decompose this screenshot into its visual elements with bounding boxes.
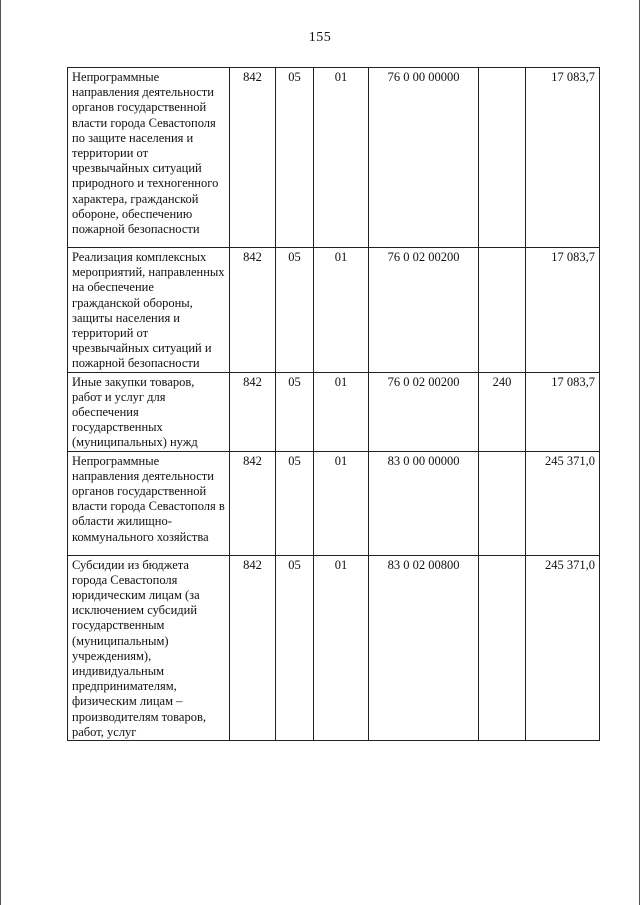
row-subsection-code: 01 xyxy=(314,372,369,451)
row-subsection-code: 01 xyxy=(314,248,369,373)
table-row xyxy=(68,68,600,248)
budget-table xyxy=(67,67,600,741)
table-row xyxy=(68,555,600,740)
row-target-article: 76 0 00 00000 xyxy=(369,68,479,248)
table-row xyxy=(68,372,600,451)
row-name: Субсидии из бюджета города Севастополя юридическим лицам (за исключением субсидий государственным (муниципальным) учреждениям), индивидуальным предпринимателям, физическим лицам – производителям товаров, работ, услуг xyxy=(68,555,230,740)
row-amount: 245 371,0 xyxy=(526,451,600,555)
row-target-article: 83 0 02 00800 xyxy=(369,555,479,740)
row-subsection-code: 01 xyxy=(314,555,369,740)
row-name: Реализация комплексных мероприятий, направленных на обеспечение гражданской обороны, защиты населения и территорий от чрезвычайных ситуаций и пожарной безопасности xyxy=(68,248,230,373)
row-department-code: 842 xyxy=(230,555,276,740)
row-department-code: 842 xyxy=(230,68,276,248)
row-name: Непрограммные направления деятельности органов государственной власти города Севастополя по защите населения и территории от чрезвычайных ситуаций природного и техногенного характера, гражданской обороне, обеспечению пожарной безопасности xyxy=(68,68,230,248)
row-section-code: 05 xyxy=(276,451,314,555)
row-expense-type xyxy=(479,248,526,373)
row-target-article: 76 0 02 00200 xyxy=(369,248,479,373)
row-subsection-code: 01 xyxy=(314,451,369,555)
row-expense-type xyxy=(479,68,526,248)
row-department-code: 842 xyxy=(230,451,276,555)
row-section-code: 05 xyxy=(276,68,314,248)
row-department-code: 842 xyxy=(230,248,276,373)
row-subsection-code: 01 xyxy=(314,68,369,248)
row-amount: 17 083,7 xyxy=(526,248,600,373)
row-name: Непрограммные направления деятельности органов государственной власти города Севастополя в области жилищно-коммунального хозяйства xyxy=(68,451,230,555)
page-number: 155 xyxy=(308,30,332,45)
row-section-code: 05 xyxy=(276,248,314,373)
row-expense-type xyxy=(479,555,526,740)
row-target-article: 83 0 00 00000 xyxy=(369,451,479,555)
row-expense-type: 240 xyxy=(479,372,526,451)
row-department-code: 842 xyxy=(230,372,276,451)
row-expense-type xyxy=(479,451,526,555)
table-row xyxy=(68,248,600,373)
row-target-article: 76 0 02 00200 xyxy=(369,372,479,451)
table-row xyxy=(68,451,600,555)
row-name: Иные закупки товаров, работ и услуг для обеспечения государственных (муниципальных) нужд xyxy=(68,372,230,451)
row-amount: 17 083,7 xyxy=(526,372,600,451)
row-section-code: 05 xyxy=(276,372,314,451)
page-edge-left xyxy=(0,0,1,905)
row-amount: 245 371,0 xyxy=(526,555,600,740)
row-amount: 17 083,7 xyxy=(526,68,600,248)
row-section-code: 05 xyxy=(276,555,314,740)
